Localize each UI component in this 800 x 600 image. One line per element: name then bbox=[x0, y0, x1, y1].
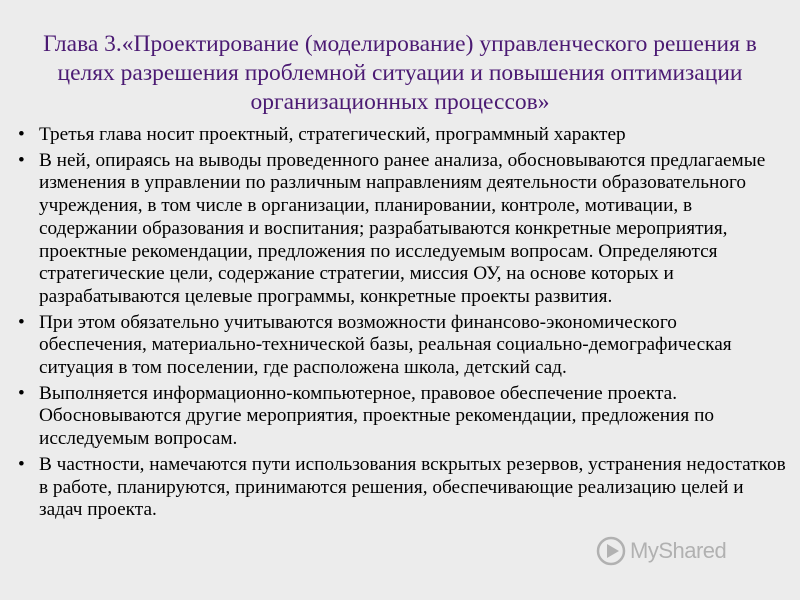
bullet-text: В ней, опираясь на выводы проведенного ранее анализа, обосновываются предлагаемые изменения в управлении по различным направлениям деятельности образовательного учреждения, в том числе в организации, планировании, контроле, мотивации, в содержании образования и воспитания; разрабатываются конкретные мероприятия, проектные рекомендации, предложения по исследуемым вопросам. Определяются стратегические цели, содержание стратегии, миссия ОУ, на основе которых и разрабатываются целевые программы, конкретные проекты развития. bbox=[39, 149, 766, 307]
bullet-item bbox=[18, 454, 788, 522]
bullet-item bbox=[18, 150, 788, 309]
watermark bbox=[596, 536, 726, 566]
bullet-text: При этом обязательно учитываются возможности финансово-экономического обеспечения, материально-технической базы, реальная социально-демографическая ситуация в том поселении, где расположена школа, детский сад. bbox=[39, 311, 732, 379]
bullet-item bbox=[18, 383, 788, 451]
bullet-item bbox=[18, 312, 788, 380]
bullet-text: В частности, намечаются пути использования вскрытых резервов, устранения недостатков в работе, планируются, принимаются решения, обеспечивающие реализацию целей и задач проекта. bbox=[39, 453, 786, 521]
bullet-dot-icon: • bbox=[18, 453, 25, 475]
bullet-item bbox=[18, 124, 788, 147]
bullet-dot-icon: • bbox=[18, 149, 25, 171]
bullet-dot-icon: • bbox=[18, 311, 25, 333]
bullet-dot-icon: • bbox=[18, 124, 25, 145]
bullet-text: Выполняется информационно-компьютерное, правовое обеспечение проекта. Обосновываются другие мероприятия, проектные рекомендации, предложения по исследуемым вопросам. bbox=[39, 382, 715, 450]
watermark-text: MyShared bbox=[630, 538, 727, 563]
bullet-text: Третья глава носит проектный, стратегический, программный характер bbox=[39, 124, 626, 145]
bullet-list bbox=[18, 124, 788, 525]
slide-title: Глава 3.«Проектирование (моделирование) управленческого решения в целях разрешения проблемной ситуации и повышения оптимизации организационных процессов» bbox=[43, 31, 757, 115]
myshared-logo-icon bbox=[596, 536, 626, 566]
bullet-dot-icon: • bbox=[18, 382, 25, 404]
